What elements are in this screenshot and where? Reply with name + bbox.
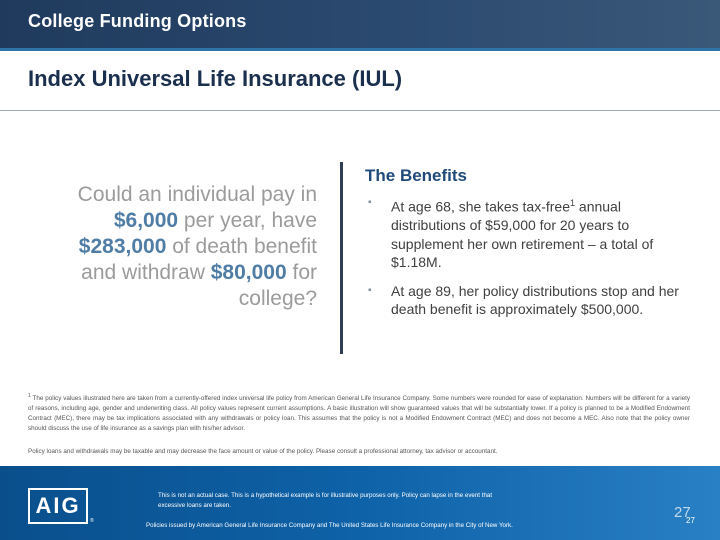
question-part-1: Could an individual pay in [77,183,317,206]
footnote-mark: 1 [28,393,31,399]
vertical-divider [340,162,343,354]
benefit-text: At age 68, she takes tax-free [391,198,570,215]
registered-mark: ® [90,518,94,524]
list-item [368,282,686,319]
question-part-2: per year, have [178,209,317,232]
footnote-ref: 1 [570,198,576,208]
amount-annual: $6,000 [113,209,179,232]
bullet-icon: ▪ [368,284,372,296]
aig-logo [28,488,88,524]
page-number-large: 27 [674,504,691,521]
footer-policies: Policies issued by American General Life Insurance Company and The United States Life Insurance Company in the City of New York. [146,522,513,529]
question-part-3: of death benefit and withdraw [81,235,317,284]
footnote-2: Policy loans and withdrawals may be taxable and may decrease the face amount or value of the policy. Please consult a professional attorney, tax advisor or accountant. [28,448,498,455]
footnote-1-text: The policy values illustrated here are taken from a currently-offered index universal life policy from American General Life Insurance Company. Some numbers were rounded for ease of explanation. Numbers will be different for a variety of reasons, including age, gender and underwriting class. All policy values represent current assumptions. A basic illustration will show guaranteed values that will be substantially lower. If a policy is planned to be a Modified Endowment Contract (MEC), there may be tax implications associated with any withdrawals or policy loan. This assumes that the policy is not a Modified Endowment Contract (MEC) and does not become a MEC. Also note that the policy owner should discuss the use of life insurance as a savings plan with his/her advisor. [28,395,690,433]
amount-college: $80,000 [210,261,287,284]
benefits-heading: The Benefits [365,166,468,185]
page-title: Index Universal Life Insurance (IUL) [28,66,403,91]
benefit-text: At age 89, her policy distributions stop and her death benefit is approximately $500,000. [391,282,679,318]
question-text [40,182,317,312]
brand-title: College Funding Options [28,11,247,31]
list-item [368,194,686,272]
header-bar [0,0,720,48]
header-accent-line [0,48,720,51]
page-number: 27 [686,516,695,525]
question-part-4: for college? [238,261,317,310]
title-divider [0,110,720,111]
benefit-text-cont: annual distributions of $59,000 for 20 years to supplement her own retirement – a total of $1.18M. [391,198,654,271]
aig-logo-text: AIG [35,493,81,518]
bullet-icon: ▪ [368,197,372,208]
footnote-1 [28,391,690,434]
benefits-list [368,194,686,329]
footer-disclaimer: This is not an actual case. This is a hypothetical example is for illustrative purposes only. Policy can lapse in the event that excessive loans are taken. [158,492,493,509]
amount-death-benefit: $283,000 [78,235,167,258]
